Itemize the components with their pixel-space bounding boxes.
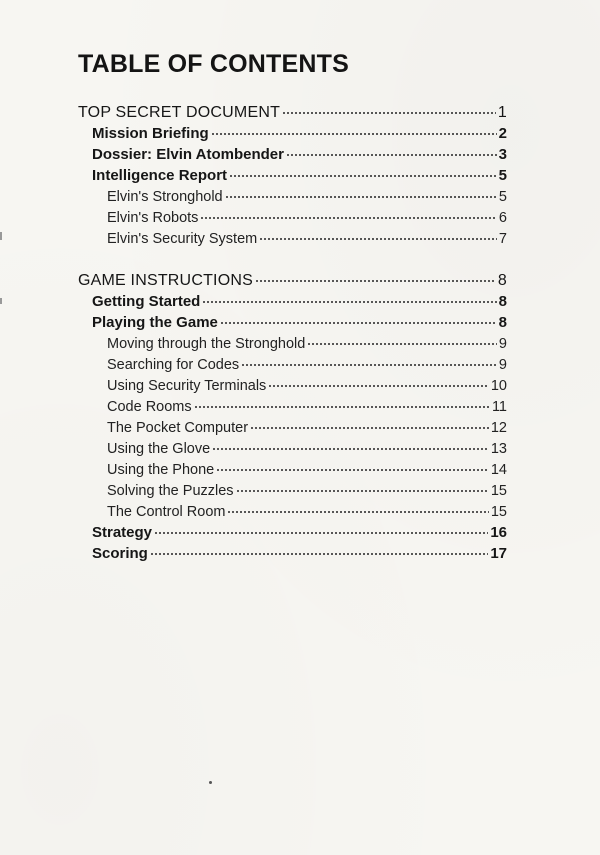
dot-leader — [282, 112, 496, 114]
dot-leader — [255, 280, 496, 282]
toc-entry — [78, 103, 507, 123]
dot-leader — [154, 532, 488, 534]
toc-entry-title: Using the Glove — [107, 441, 211, 457]
dot-leader — [229, 175, 497, 177]
toc-entry-title: Using Security Terminals — [107, 378, 267, 394]
page-edge-mark — [0, 298, 2, 304]
toc-entry — [107, 481, 507, 501]
toc-entry — [92, 292, 507, 312]
toc-entry-title: Intelligence Report — [92, 167, 228, 184]
toc-entry — [92, 145, 507, 165]
toc-page-number: 15 — [490, 504, 507, 520]
toc-page-number: 14 — [490, 462, 507, 478]
toc-page-number: 8 — [497, 272, 507, 289]
toc-entry-title: Mission Briefing — [92, 125, 209, 142]
toc-entry-title: Elvin's Robots — [107, 210, 199, 226]
toc-entry — [107, 208, 507, 228]
toc-page-number: 6 — [498, 210, 507, 226]
toc-entry — [92, 313, 507, 333]
toc-entry — [107, 187, 507, 207]
toc-entry — [107, 355, 507, 375]
toc-page-number: 5 — [498, 189, 507, 205]
toc-entry — [107, 439, 507, 459]
toc-entry — [107, 376, 507, 396]
toc-entry-title: Using the Phone — [107, 462, 215, 478]
toc-page-number: 16 — [490, 524, 507, 541]
toc-entry-title: TOP SECRET DOCUMENT — [78, 104, 281, 121]
toc-page-number: 8 — [498, 293, 507, 310]
toc-entry — [107, 418, 507, 438]
dot-leader — [259, 238, 497, 240]
toc-entry — [92, 544, 507, 564]
toc-page-number: 8 — [498, 314, 507, 331]
dot-leader — [227, 511, 488, 513]
dot-leader — [194, 406, 490, 408]
toc-page-number: 13 — [490, 441, 507, 457]
dot-leader — [211, 133, 497, 135]
toc-page-number: 5 — [498, 167, 507, 184]
toc-page-number: 3 — [498, 146, 507, 163]
toc-entry-title: GAME INSTRUCTIONS — [78, 272, 253, 289]
toc-page-number: 9 — [498, 336, 507, 352]
dot-leader — [307, 343, 497, 345]
toc-entry-title: Elvin's Stronghold — [107, 189, 223, 205]
toc-entry — [107, 397, 507, 417]
toc-entry — [107, 229, 507, 249]
toc-entry — [92, 166, 507, 186]
dot-leader — [250, 427, 489, 429]
toc-page-number: 11 — [491, 399, 507, 415]
toc-entry-title: Searching for Codes — [107, 357, 240, 373]
toc-entry-title: Playing the Game — [92, 314, 218, 331]
dot-leader — [216, 469, 489, 471]
toc-page-number: 7 — [498, 231, 507, 247]
toc-entry-title: Scoring — [92, 545, 148, 562]
dot-leader — [202, 301, 496, 303]
toc-entry-title: Elvin's Security System — [107, 231, 258, 247]
toc-entry-title: Dossier: Elvin Atombender — [92, 146, 284, 163]
toc-entry-title: The Control Room — [107, 504, 226, 520]
toc-entry-title: Getting Started — [92, 293, 201, 310]
dot-leader — [241, 364, 497, 366]
toc-entry — [107, 460, 507, 480]
page-edge-mark — [0, 232, 2, 240]
toc-entry-title: Strategy — [92, 524, 153, 541]
toc-page-number: 2 — [498, 125, 507, 142]
page-title: TABLE OF CONTENTS — [78, 50, 349, 78]
toc-entry — [78, 271, 507, 291]
dot-leader — [200, 217, 497, 219]
toc-entry — [92, 124, 507, 144]
toc-page-number: 17 — [490, 545, 507, 562]
dot-leader — [220, 322, 497, 324]
toc-page-number: 9 — [498, 357, 507, 373]
toc-entry — [92, 523, 507, 543]
dot-leader — [225, 196, 497, 198]
toc-page-number: 15 — [490, 483, 507, 499]
print-speck — [209, 781, 212, 784]
toc-page-number: 10 — [490, 378, 507, 394]
dot-leader — [286, 154, 497, 156]
dot-leader — [212, 448, 489, 450]
toc-entry-title: Moving through the Stronghold — [107, 336, 306, 352]
toc-page-number: 12 — [490, 420, 507, 436]
dot-leader — [236, 490, 489, 492]
dot-leader — [268, 385, 489, 387]
toc-entry-title: The Pocket Computer — [107, 420, 249, 436]
toc-page-number: 1 — [497, 104, 507, 121]
toc-entry-title: Solving the Puzzles — [107, 483, 234, 499]
toc-entry — [107, 502, 507, 522]
dot-leader — [150, 553, 488, 555]
toc-entry-title: Code Rooms — [107, 399, 192, 415]
toc-entry — [107, 334, 507, 354]
